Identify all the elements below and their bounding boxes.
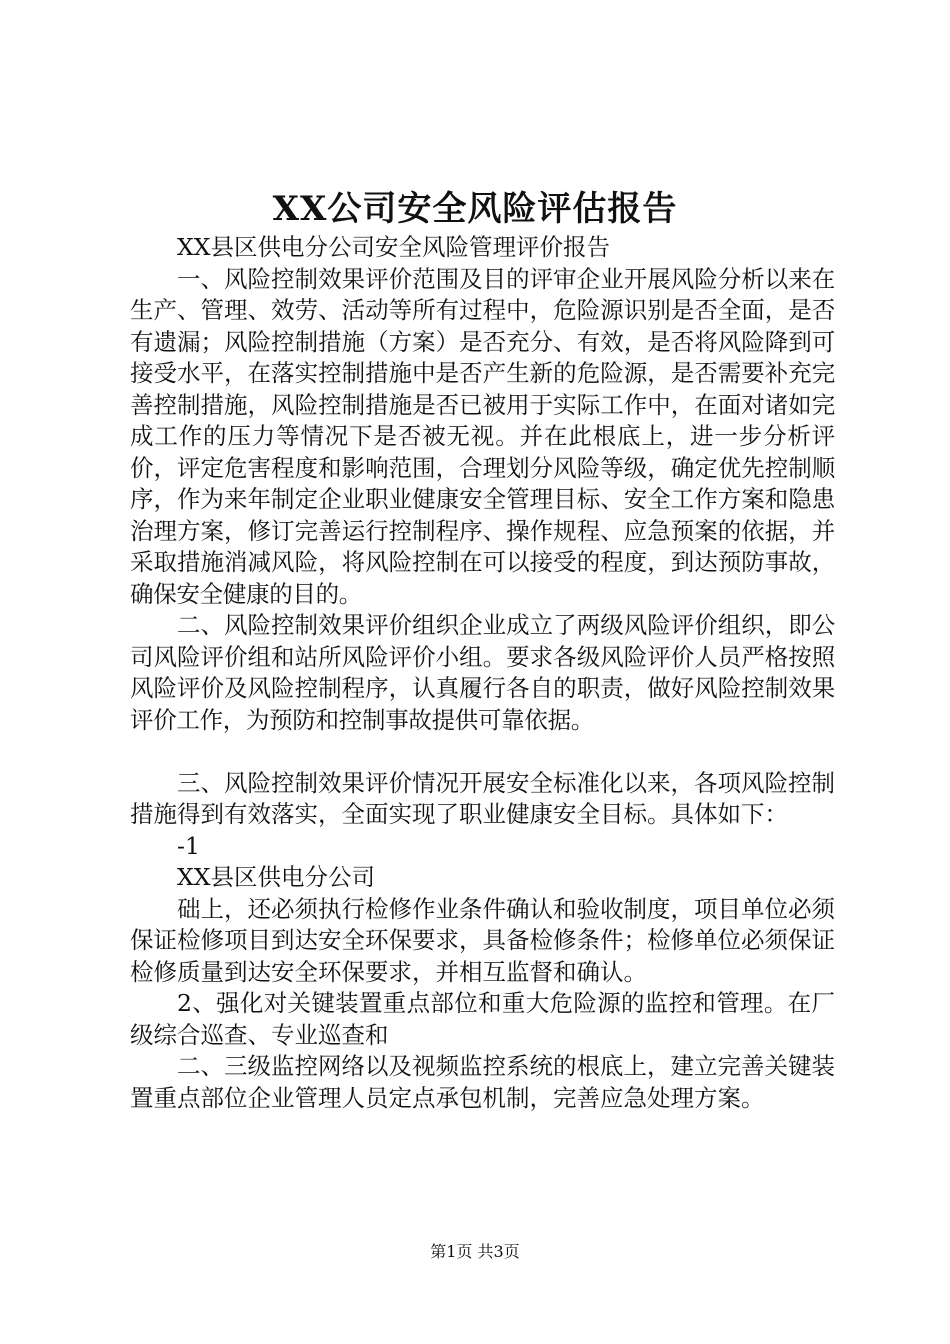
section-three-paragraph: 三、风险控制效果评价情况开展安全标准化以来，各项风险控制措施得到有效落实，全面实现了职业健康安全目标。具体如下： bbox=[130, 768, 835, 828]
report-subtitle-paragraph: XX县区供电分公司安全风险管理评价报告 bbox=[177, 233, 610, 261]
monitoring-paragraph: 二、三级监控网络以及视频监控系统的根底上，建立完善关键装置重点部位企业管理人员定点承包机制，完善应急处理方案。 bbox=[130, 1052, 835, 1112]
inspection-paragraph: 础上，还必须执行检修作业条件确认和验收制度，项目单位必须保证检修项目到达安全环保要求，具备检修条件；检修单位必须保证检修质量到达安全环保要求，并相互监督和确认。 bbox=[130, 894, 835, 986]
key-facility-paragraph: 2、强化对关键装置重点部位和重大危险源的监控和管理。在厂级综合巡查、专业巡查和 bbox=[130, 989, 835, 1049]
document-body bbox=[130, 232, 835, 1114]
document-title: XX公司安全风险评估报告 bbox=[272, 189, 678, 229]
paragraph-spacer bbox=[130, 736, 835, 768]
page-marker-paragraph: -1 bbox=[177, 831, 200, 860]
page-footer: 第1页 共3页 bbox=[430, 1242, 520, 1261]
section-one-paragraph: 一、风险控制效果评价范围及目的评审企业开展风险分析以来在生产、管理、效劳、活动等所有过程中，危险源识别是否全面，是否有遗漏；风险控制措施（方案）是否充分、有效，是否将风险降到可接受水平，在落实控制措施中是否产生新的危险源，是否需要补充完善控制措施，风险控制措施是否已被用于实际工作中，在面对诸如完成工作的压力等情况下是否被无视。并在此根底上，进一步分析评价，评定危害程度和影响范围，合理划分风险等级，确定优先控制顺序，作为来年制定企业职业健康安全管理目标、安全工作方案和隐患治理方案，修订完善运行控制程序、操作规程、应急预案的依据，并采取措施消减风险，将风险控制在可以接受的程度，到达预防事故，确保安全健康的目的。 bbox=[130, 264, 835, 608]
section-two-paragraph: 二、风险控制效果评价组织企业成立了两级风险评价组织，即公司风险评价组和站所风险评价小组。要求各级风险评价人员严格按照风险评价及风险控制程序，认真履行各自的职责，做好风险控制效果评价工作，为预防和控制事故提供可靠依据。 bbox=[130, 611, 835, 734]
company-name-paragraph: XX县区供电分公司 bbox=[177, 863, 375, 891]
